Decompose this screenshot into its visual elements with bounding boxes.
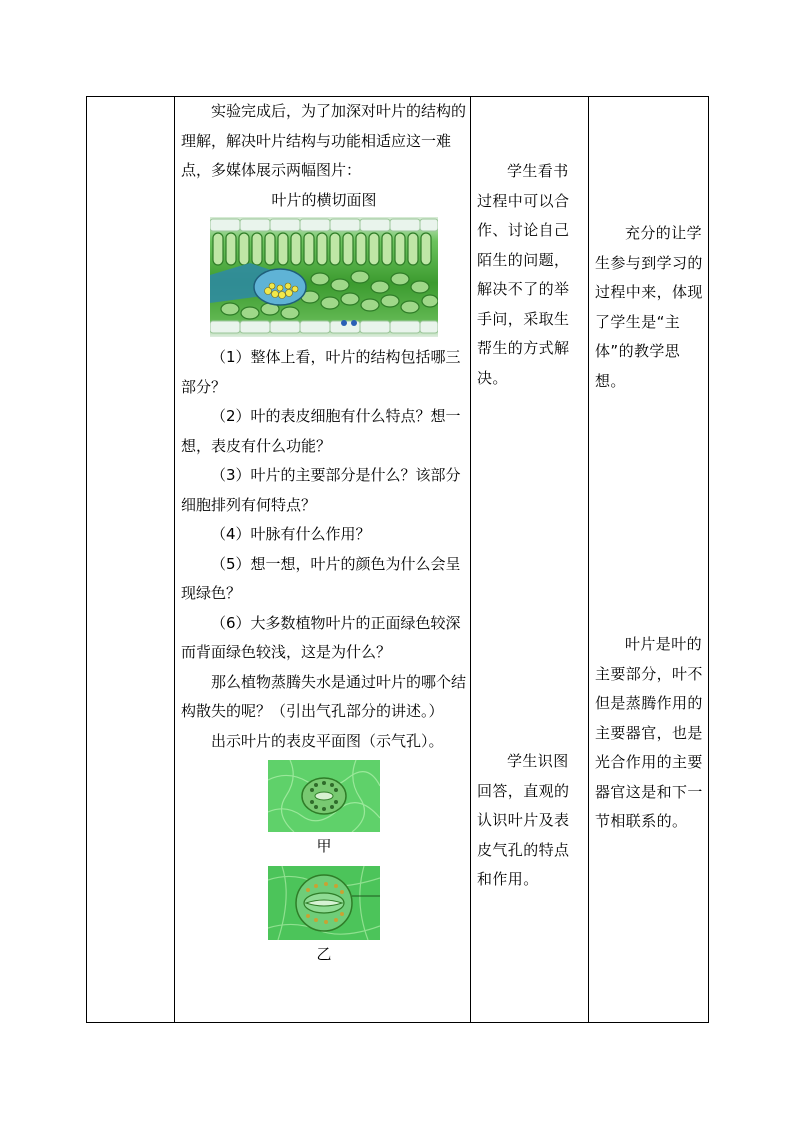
stoma-image-yi: [268, 866, 380, 940]
question-1: （1）整体上看，叶片的结构包括哪三部分？: [181, 348, 461, 396]
show-figure-paragraph: 出示叶片的表皮平面图（示气孔）。: [211, 731, 444, 750]
student-activity-block-1: [477, 157, 583, 393]
design-intent-text-1: 充分的让学生参与到学习的过程中来，体现了学生是“主体”的教学思想。: [595, 224, 703, 390]
student-activity-text-2: 学生识图回答，直观的认识叶片及表皮气孔的特点和作用。: [477, 752, 570, 888]
question-6: （6）大多数植物叶片的正面绿色较深而背面绿色较浅，这是为什么？: [181, 613, 461, 661]
column-divider-3: [588, 96, 589, 1023]
design-intent-text-2: 叶片是叶的主要部分，叶不但是蒸腾作用的主要器官，也是光合作用的主要器官这是和下一节相联系的。: [595, 635, 703, 830]
column-divider-2: [470, 96, 471, 1023]
label-yi: 乙: [316, 944, 332, 963]
question-3: （3）叶片的主要部分是什么？该部分细胞排列有何特点？: [181, 466, 461, 514]
column-divider-1: [174, 96, 175, 1023]
question-5: （5）想一想，叶片的颜色为什么会呈现绿色？: [181, 554, 461, 602]
student-activity-block-2: [477, 747, 583, 895]
design-intent-block-2: [595, 630, 703, 837]
student-activity-text-1: 学生看书过程中可以合作、讨论自己陌生的问题，解决不了的举手问，采取生帮生的方式解决。: [477, 162, 570, 387]
leaf-cross-section-image: [210, 217, 438, 337]
question-4: （4）叶脉有什么作用？: [211, 525, 371, 543]
table-bottom-border: [86, 1022, 709, 1023]
stoma-image-jia: [268, 760, 380, 832]
design-intent-block-1: [595, 219, 703, 396]
teaching-process-cell: [181, 97, 467, 969]
label-jia: 甲: [316, 837, 332, 855]
table-right-border: [708, 96, 709, 1023]
table-left-border: [86, 96, 87, 1023]
question-2: （2）叶的表皮细胞有什么特点？想一想，表皮有什么功能？: [181, 407, 461, 455]
figure1-caption: 叶片的横切面图: [271, 190, 377, 209]
intro-paragraph: 实验完成后，为了加深对叶片的结构的理解，解决叶片结构与功能相适应这一难点，多媒体展示两幅图片：: [181, 102, 467, 179]
transition-paragraph: 那么植物蒸腾失水是通过叶片的哪个结构散失的呢？（引出气孔部分的讲述。）: [181, 672, 467, 720]
